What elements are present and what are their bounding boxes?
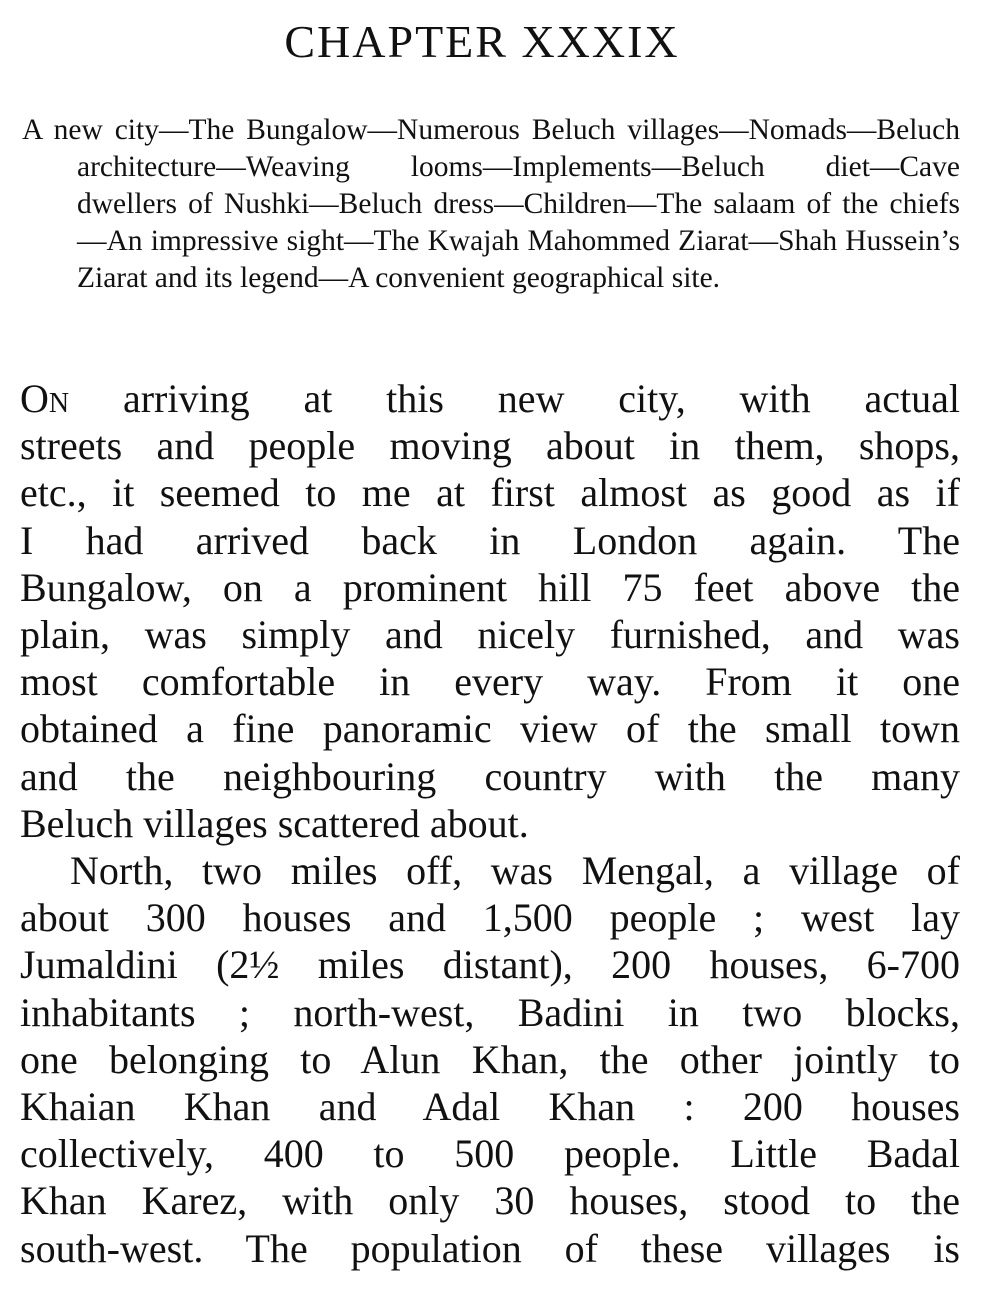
text-line: about 300 houses and 1,500 people ; west lay	[20, 895, 960, 941]
text-line: obtained a fine panoramic view of the small town	[20, 706, 960, 752]
opening-word: On	[20, 376, 70, 421]
text-line: south-west. The population of these villages is	[20, 1225, 960, 1271]
paragraph-1	[20, 375, 960, 847]
text-line: streets and people moving about in them, shops,	[20, 423, 960, 469]
text-line: I had arrived back in London again. The	[20, 517, 960, 563]
text-line: etc., it seemed to me at first almost as good as if	[20, 470, 960, 516]
text-line: inhabitants ; north-west, Badini in two blocks,	[20, 989, 960, 1035]
text-line: Beluch villages scattered about.	[20, 800, 529, 846]
text-line: North, two miles off, was Mengal, a village of	[70, 848, 960, 894]
text-line: plain, was simply and nicely furnished, and was	[20, 612, 960, 658]
text-line: Bungalow, on a prominent hill 75 feet above the	[20, 564, 960, 610]
text-line: most comfortable in every way. From it one	[20, 659, 960, 705]
paragraph-2	[20, 847, 960, 1272]
text-line	[20, 375, 960, 422]
text-line: and the neighbouring country with the many	[20, 753, 960, 799]
chapter-summary: A new city—The Bungalow—Numerous Beluch villages—Nomads—Beluch architecture—Weaving looms—Implements—Beluch diet—Cave dwellers of Nushki—Beluch dress—Children—The salaam of the chiefs—An impressive sight—The Kwajah Mahommed Ziarat—Shah Hussein’s Ziarat and its legend—A convenient geographical site.	[22, 114, 960, 294]
text-line-rest: arriving at this new city, with actual	[69, 376, 960, 421]
text-line: Jumaldini (2½ miles distant), 200 houses, 6-700	[20, 942, 960, 988]
text-line: collectively, 400 to 500 people. Little Badal	[20, 1131, 960, 1177]
text-line: Khaian Khan and Adal Khan : 200 houses	[20, 1084, 960, 1130]
chapter-title: CHAPTER XXXIX	[284, 16, 680, 67]
text-line: one belonging to Alun Khan, the other jointly to	[20, 1036, 960, 1082]
body-text	[20, 375, 960, 1272]
text-line: Khan Karez, with only 30 houses, stood to the	[20, 1178, 960, 1224]
